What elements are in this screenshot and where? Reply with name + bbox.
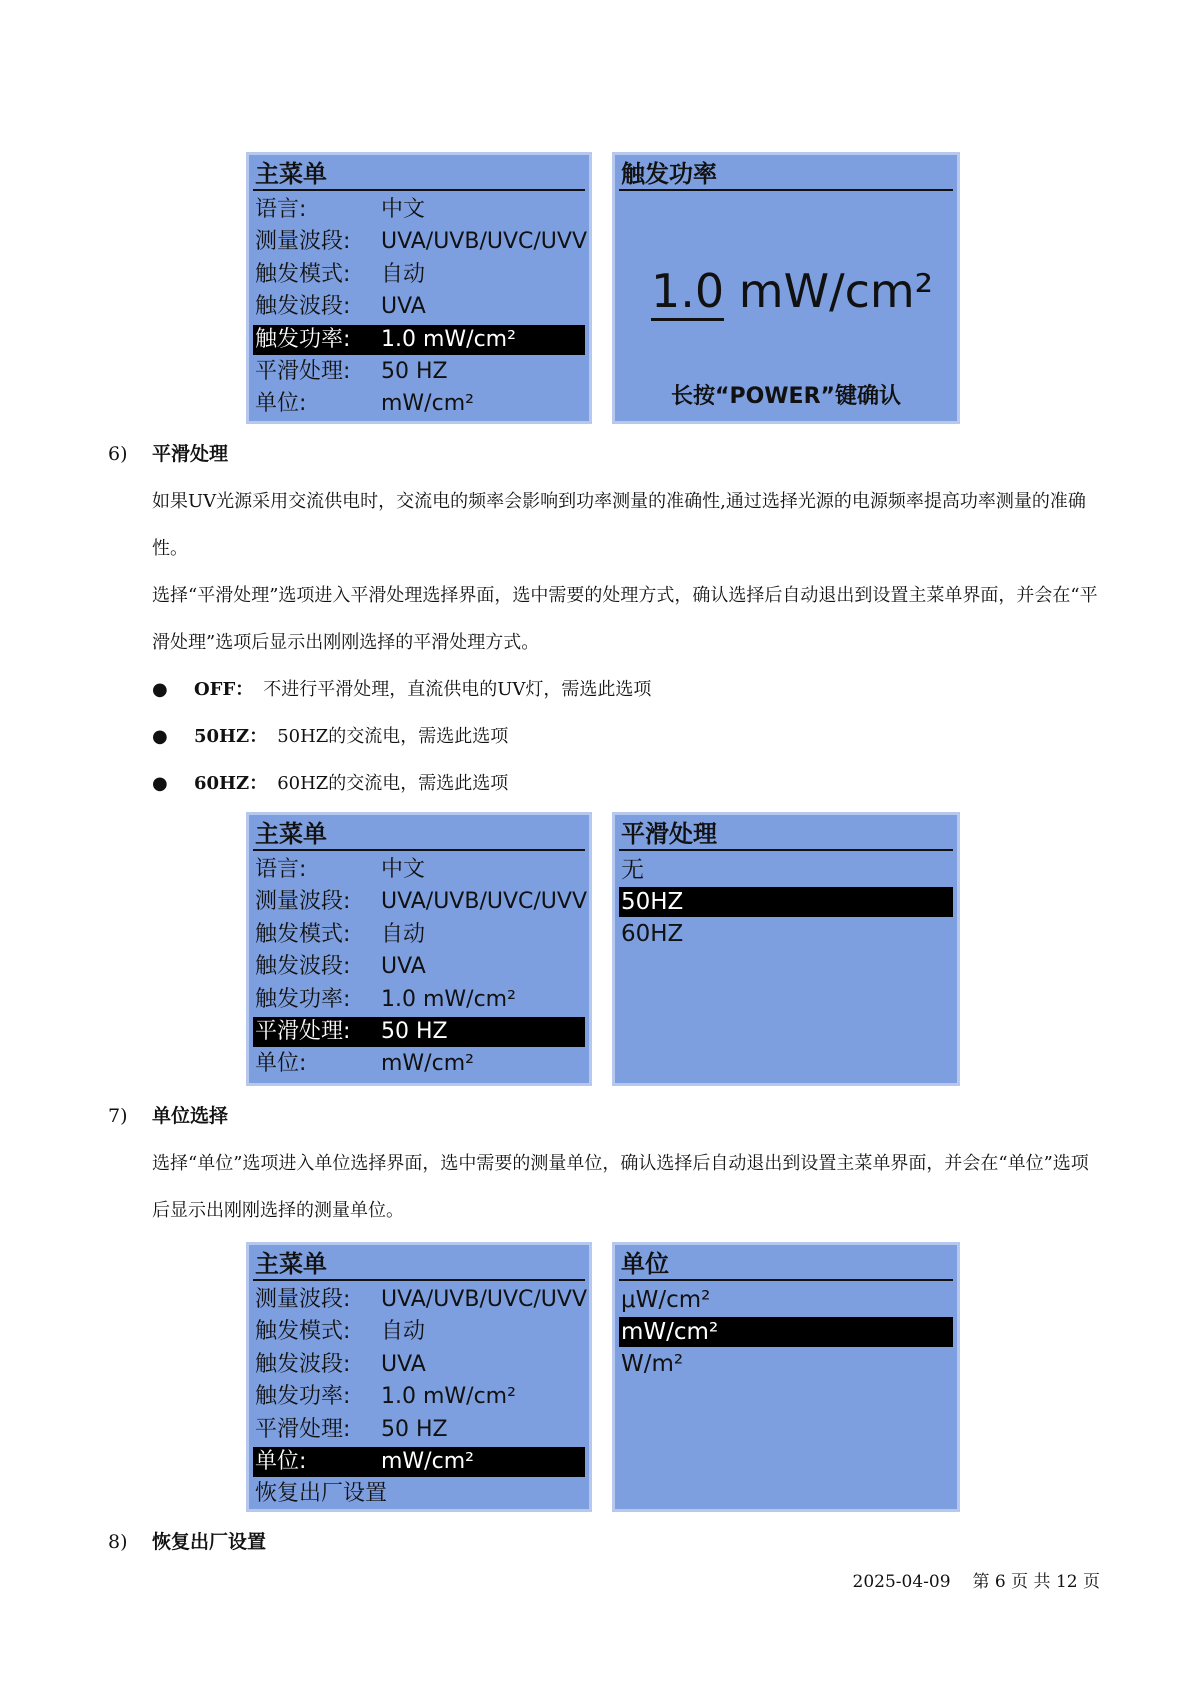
section7-title: 单位选择 <box>152 1105 229 1127</box>
menu-row-label: 平滑处理: <box>255 1019 351 1044</box>
menu-row-value: UVA <box>381 954 426 980</box>
fig1-main-menu-title: 主菜单 <box>253 159 585 191</box>
menu-row-label: 单位: <box>255 391 307 417</box>
menu-row-label: 单位: <box>255 1051 307 1077</box>
menu-row-label: 触发波段: <box>255 954 351 980</box>
menu-row-value: UVA/UVB/UVC/UVV <box>381 1287 587 1312</box>
menu-row-label: 测量波段: <box>255 229 351 255</box>
menu-row <box>253 887 585 917</box>
bullet-dot-icon: ● <box>152 726 168 747</box>
menu-row-label: 平滑处理: <box>255 1416 351 1442</box>
menu-row-value: 中文 <box>381 857 426 882</box>
menu-row-value: UVA/UVB/UVC/UVV <box>381 889 587 915</box>
section8-title: 恢复出厂设置 <box>152 1531 267 1553</box>
bullet-text: 60HZ的交流电，需选此选项 <box>277 773 509 794</box>
bullet-term: 60HZ： <box>194 773 268 794</box>
menu-row <box>253 227 585 257</box>
menu-row-label: 测量波段: <box>255 1287 351 1312</box>
menu-row-label: 触发功率: <box>255 1384 351 1410</box>
menu-row <box>253 1382 585 1412</box>
menu-row <box>253 952 585 982</box>
option-item: W/m² <box>621 1351 684 1377</box>
fig1-main-menu-screen <box>246 152 592 424</box>
option-item: mW/cm² <box>619 1317 953 1347</box>
menu-row <box>253 1415 585 1445</box>
section6-title: 平滑处理 <box>152 443 229 465</box>
fig2-main-menu-title: 主菜单 <box>253 819 585 851</box>
menu-row-value: 1.0 mW/cm² <box>381 986 516 1012</box>
menu-row-value: 50 HZ <box>381 1416 448 1442</box>
menu-row <box>253 389 585 419</box>
trigger-power-unit: mW/cm² <box>724 264 934 318</box>
menu-row <box>253 357 585 387</box>
menu-row-value: UVA <box>381 294 426 320</box>
fig3-unit-title: 单位 <box>619 1249 953 1281</box>
menu-row-label: 单位: <box>255 1449 307 1474</box>
menu-row-value: 1.0 mW/cm² <box>381 326 516 352</box>
fig3-unit-screen <box>612 1242 960 1512</box>
menu-row-label: 触发模式: <box>255 1319 351 1345</box>
menu-row <box>253 985 585 1015</box>
menu-row-value: UVA <box>381 1351 426 1377</box>
menu-row-value: 50 HZ <box>381 1019 448 1044</box>
menu-row-label: 触发模式: <box>255 261 351 287</box>
trigger-power-value <box>651 263 933 319</box>
option-item: 50HZ <box>619 887 953 917</box>
section6-paragraph-1: 如果UV光源采用交流供电时，交流电的频率会影响到功率测量的准确性,通过选择光源的电源频率提高功率测量的准确性。 <box>152 491 1086 559</box>
menu-row <box>253 1317 585 1347</box>
option-item: μW/cm² <box>621 1287 711 1313</box>
confirm-instruction: 长按“POWER”键确认 <box>671 384 901 409</box>
menu-row-value: 1.0 mW/cm² <box>381 1384 516 1410</box>
menu-row <box>253 920 585 950</box>
menu-row-value: 自动 <box>381 1319 426 1345</box>
bullet-dot-icon: ● <box>152 679 168 700</box>
option-item: 60HZ <box>621 921 684 947</box>
menu-row <box>253 292 585 322</box>
section6-paragraph-2: 选择“平滑处理”选项进入平滑处理选择界面，选中需要的处理方式，确认选择后自动退出到设置主菜单界面，并会在“平滑处理”选项后显示出刚刚选择的平滑处理方式。 <box>152 585 1098 653</box>
menu-row <box>253 195 585 225</box>
menu-row-value: 中文 <box>381 197 426 222</box>
bullet-term: OFF： <box>194 679 254 700</box>
menu-row-label: 触发功率: <box>255 986 351 1012</box>
menu-row <box>253 1285 585 1315</box>
menu-row-value: UVA/UVB/UVC/UVV <box>381 229 587 255</box>
footer-date: 2025-04-09 <box>852 1572 951 1592</box>
bullet-text: 50HZ的交流电，需选此选项 <box>277 726 509 747</box>
bullet-off <box>152 676 651 704</box>
section8-heading <box>108 1528 266 1556</box>
bullet-text: 不进行平滑处理，直流供电的UV灯，需选此选项 <box>263 679 652 700</box>
menu-row-label: 语言: <box>255 197 307 222</box>
menu-row-value: mW/cm² <box>381 1051 474 1077</box>
bullet-term: 50HZ： <box>194 726 268 747</box>
bullet-50hz <box>152 723 508 751</box>
menu-row <box>253 1017 585 1047</box>
menu-row-label: 恢复出厂设置 <box>255 1481 388 1507</box>
trigger-power-number: 1.0 <box>651 264 724 321</box>
bullet-60hz <box>152 770 508 798</box>
footer-page-number: 第 6 页 共 12 页 <box>972 1572 1100 1592</box>
menu-row <box>253 325 585 355</box>
menu-row-label: 触发波段: <box>255 294 351 320</box>
menu-row-value: 50 HZ <box>381 359 448 384</box>
fig1-trigger-power-screen <box>612 152 960 424</box>
menu-row-value: mW/cm² <box>381 391 474 417</box>
menu-row-value: mW/cm² <box>381 1449 474 1474</box>
menu-row <box>253 1447 585 1477</box>
section7-paragraph: 选择“单位”选项进入单位选择界面，选中需要的测量单位，确认选择后自动退出到设置主菜单界面，并会在“单位”选项后显示出刚刚选择的测量单位。 <box>152 1153 1089 1221</box>
fig2-smoothing-screen <box>612 812 960 1086</box>
menu-row <box>253 260 585 290</box>
menu-row-label: 触发功率: <box>255 326 351 352</box>
menu-row-label: 语言: <box>255 857 307 882</box>
menu-row-label: 测量波段: <box>255 889 351 915</box>
fig2-smoothing-title: 平滑处理 <box>619 819 953 851</box>
section6-heading <box>108 440 228 468</box>
option-item: 无 <box>621 857 644 883</box>
section8-number: 8) <box>108 1531 128 1553</box>
fig3-main-menu-title: 主菜单 <box>253 1249 585 1281</box>
section7-number: 7) <box>108 1105 128 1127</box>
menu-row <box>253 1479 585 1509</box>
menu-row <box>253 1049 585 1079</box>
page-footer <box>831 1570 1100 1594</box>
fig3-main-menu-screen <box>246 1242 592 1512</box>
menu-row-label: 平滑处理: <box>255 359 351 384</box>
menu-row-value: 自动 <box>381 921 426 947</box>
fig1-trigger-power-title: 触发功率 <box>619 159 953 191</box>
section6-number: 6) <box>108 443 128 465</box>
menu-row-label: 触发模式: <box>255 921 351 947</box>
fig2-main-menu-screen <box>246 812 592 1086</box>
bullet-dot-icon: ● <box>152 773 168 794</box>
menu-row <box>253 855 585 885</box>
menu-row-label: 触发波段: <box>255 1351 351 1377</box>
section7-heading <box>108 1102 228 1130</box>
menu-row-value: 自动 <box>381 261 426 287</box>
menu-row <box>253 1350 585 1380</box>
